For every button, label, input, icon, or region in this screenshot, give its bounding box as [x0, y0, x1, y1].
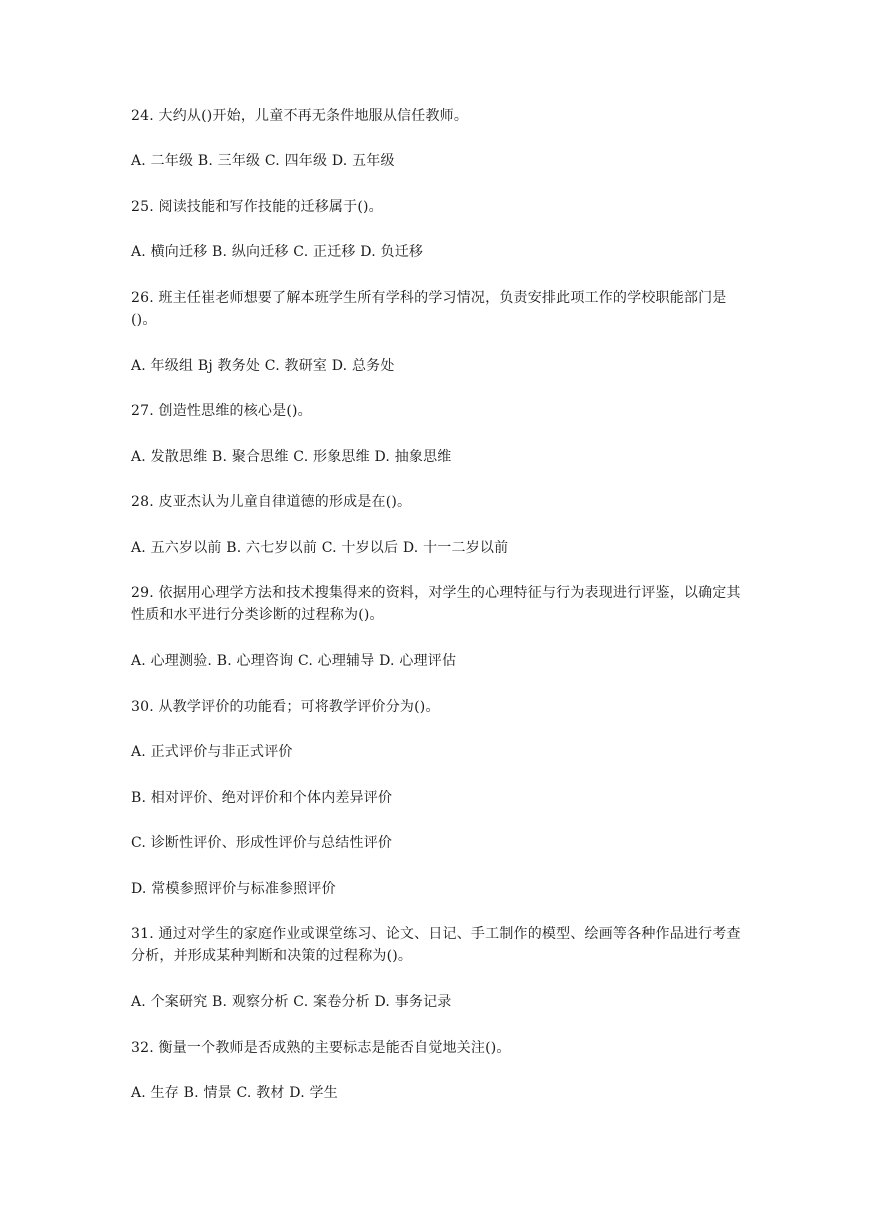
question-31: 31. 通过对学生的家庭作业或课堂练习、论文、日记、手工制作的模型、绘画等各种作品进行考查分析，并形成某种判断和决策的过程称为()。 — [131, 926, 741, 964]
option-30-c: C. 诊断性评价、形成性评价与总结性评价 — [131, 835, 393, 851]
options-31: A. 个案研究 B. 观察分析 C. 案卷分析 D. 事务记录 — [131, 994, 452, 1010]
question-26: 26. 班主任崔老师想要了解本班学生所有学科的学习情况，负责安排此项工作的学校职能部门是()。 — [131, 290, 727, 328]
options-24: A. 二年级 B. 三年级 C. 四年级 D. 五年级 — [131, 153, 395, 169]
option-30-a: A. 正式评价与非正式评价 — [131, 744, 293, 760]
option-30-d: D. 常模参照评价与标准参照评价 — [131, 881, 336, 897]
options-28: A. 五六岁以前 B. 六七岁以前 C. 十岁以后 D. 十一二岁以前 — [131, 540, 509, 556]
question-32: 32. 衡量一个教师是否成熟的主要标志是能否自觉地关注()。 — [131, 1040, 511, 1056]
options-29: A. 心理测验. B. 心理咨询 C. 心理辅导 D. 心理评估 — [131, 653, 457, 669]
option-30-b: B. 相对评价、绝对评价和个体内差异评价 — [131, 790, 393, 806]
options-25: A. 横向迁移 B. 纵向迁移 C. 正迁移 D. 负迁移 — [131, 244, 424, 260]
options-26: A. 年级组 Bj 教务处 C. 教研室 D. 总务处 — [131, 358, 395, 374]
options-27: A. 发散思维 B. 聚合思维 C. 形象思维 D. 抽象思维 — [131, 449, 452, 465]
question-29: 29. 依据用心理学方法和技术搜集得来的资料，对学生的心理特征与行为表现进行评鉴，以确定其性质和水平进行分类诊断的过程称为()。 — [131, 585, 741, 623]
options-32: A. 生存 B. 情景 C. 教材 D. 学生 — [131, 1085, 338, 1101]
question-28: 28. 皮亚杰认为儿童自律道德的形成是在()。 — [131, 494, 412, 510]
question-24: 24. 大约从()开始，儿童不再无条件地服从信任教师。 — [131, 108, 469, 124]
question-25: 25. 阅读技能和写作技能的迁移属于()。 — [131, 199, 383, 215]
question-30: 30. 从教学评价的功能看；可将教学评价分为()。 — [131, 699, 440, 715]
question-27: 27. 创造性思维的核心是()。 — [131, 403, 312, 419]
